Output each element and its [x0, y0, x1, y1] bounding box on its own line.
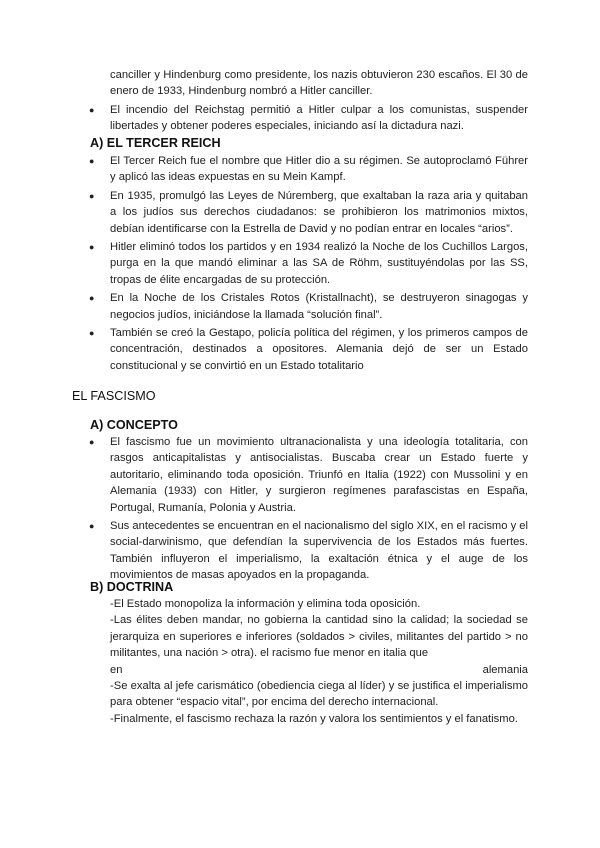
- tercer-reich-section: [0, 135, 600, 376]
- fascismo-title-block: [0, 388, 600, 405]
- list-item: ● En la Noche de los Cristales Rotos (Kristallnacht), se destruyeron sinagogas y negocios judíos, iniciándose la llamada “solución final”.: [89, 292, 528, 321]
- bullet-icon: ●: [89, 293, 95, 304]
- list-item: ● El fascismo fue un movimiento ultranacionalista y una ideología totalitaria, con rasgos anticapitalistas y antisocialistas. Buscaba crear un Estado fuerte y autoritario, eliminando toda oposición. Triunfó en Italia (1922) con Mussolini y en Alemania (1933) con Hitler, y surgieron regímenes parafascistas en España, Portugal, Rumanía, Polonia y Austria.: [89, 436, 528, 514]
- doctrina-line: -Las élites deben mandar, no gobierna la cantidad sino la calidad; la sociedad se jerarquiza en superiores e inferiores (soldados > civiles, militantes del partido > no militantes, una nación > otra). el racismo fue menor en italia que: [110, 614, 528, 660]
- list-item: ● Sus antecedentes se encuentran en el nacionalismo del siglo XIX, en el racismo y el social-darwinismo, que defendían la supervivencia de los Estados más fuertes. También influyeron el imperialismo, la exaltación étnica y el auge de los movimientos de masas apoyados en la propaganda.: [89, 520, 528, 582]
- bullet-icon: ●: [89, 521, 95, 532]
- doctrina-line-tail: [0, 662, 528, 678]
- tercer-reich-bullet-list: [0, 153, 600, 374]
- page-title: EL FASCISMO: [72, 389, 156, 403]
- list-item: ● El incendio del Reichstag permitió a Hitler culpar a los comunistas, suspender libertades y obtener poderes especiales, iniciando así la dictadura nazi.: [89, 103, 528, 133]
- doctrina-line: -El Estado monopoliza la información y elimina toda oposición.: [110, 598, 421, 610]
- intro-continuation: canciller y Hindenburg como presidente, los nazis obtuvieron 230 escaños. El 30 de enero de 1933, Hindenburg nombró a Hitler canciller.: [110, 69, 528, 98]
- bullet-icon: ●: [89, 328, 95, 339]
- doctrina-tail-right: alemania: [482, 663, 528, 676]
- bullet-icon: ●: [89, 190, 95, 201]
- doctrina-line: -Se exalta al jefe carismático (obediencia ciega al líder) y se justifica el imperialismo para obtener “espacio vital”, por encima del derecho internacional.: [110, 680, 528, 709]
- doctrina-line: -Finalmente, el fascismo rechaza la razón y valora los sentimientos y el fanatismo.: [110, 712, 518, 725]
- list-item: ● El Tercer Reich fue el nombre que Hitler dio a su régimen. Se autoproclamó Führer y aplicó las ideas expuestas en su Mein Kampf.: [89, 155, 528, 184]
- intro-section: [0, 67, 600, 137]
- section-heading: A) CONCEPTO: [90, 418, 178, 432]
- concepto-section: [0, 417, 600, 586]
- section-heading: B) DOCTRINA: [90, 580, 174, 594]
- section-heading: A) EL TERCER REICH: [90, 136, 221, 150]
- concepto-bullet-list: [0, 434, 600, 584]
- bullet-icon: ●: [89, 437, 95, 447]
- doctrina-section: [0, 579, 600, 727]
- bullet-icon: ●: [89, 242, 95, 253]
- intro-bullet-list: [0, 102, 600, 135]
- bullet-icon: ●: [89, 104, 95, 115]
- list-item: ● Hitler eliminó todos los partidos y en 1934 realizó la Noche de los Cuchillos Largos, purga en la que mandó eliminar a las SA de Röhm, sustituyéndolas por las SS, tropas de élite encargadas de su protección.: [89, 241, 528, 286]
- list-item: ● En 1935, promulgó las Leyes de Núremberg, que exaltaban la raza aria y quitaban a los judíos sus derechos ciudadanos: se prohibieron los matrimonios mixtos, debían identificarse con la Estrella de David y no podían entrar en locales “arios”.: [89, 189, 528, 235]
- list-item: ● También se creó la Gestapo, policía política del régimen, y los primeros campos de concentración, destinados a opositores. Alemania dejó de ser un Estado constitucional y se convirtió en un Estado totalitario: [89, 327, 528, 372]
- bullet-icon: ●: [89, 156, 95, 166]
- doctrina-tail-left: en: [110, 663, 123, 676]
